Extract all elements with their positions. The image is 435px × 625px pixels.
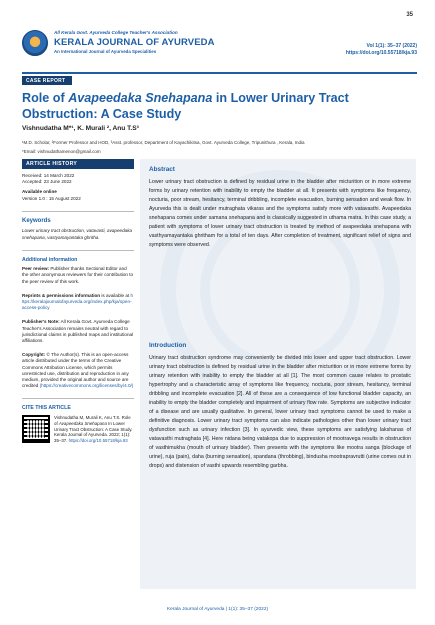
sidebar-divider bbox=[22, 211, 134, 212]
introduction-heading: Introduction bbox=[149, 342, 187, 349]
license-link[interactable]: (https://creativecommons.org/licenses/by/4.0/) bbox=[39, 383, 134, 389]
authors: Vishnudatha M*¹, K. Murali ², Anu T.S³ bbox=[22, 125, 139, 132]
journal-tagline: An International Journal of Ayurveda Specialities bbox=[54, 49, 157, 54]
reprints-note bbox=[22, 293, 134, 312]
article-title bbox=[22, 90, 412, 122]
abstract-heading: Abstract bbox=[149, 166, 175, 173]
citation-text bbox=[54, 415, 134, 444]
article-history bbox=[22, 169, 134, 202]
reprints-link[interactable]: https://keralajournalofayurveda.org/index.php/kja/open-access-policy bbox=[22, 292, 134, 311]
additional-info-heading: Additional information bbox=[22, 257, 78, 264]
title-suffix: in Lower Urinary Tract Obstruction: A Case Study bbox=[22, 91, 349, 121]
journal-name: KERALA JOURNAL OF AYURVEDA bbox=[54, 37, 215, 48]
received-date: Received: 14 March 2022 bbox=[22, 173, 75, 178]
available-label: Available online bbox=[22, 189, 57, 195]
reprints-label: Reprints & permissions information bbox=[22, 292, 101, 298]
citation-italic: Avapeedaka Snehapana bbox=[58, 420, 107, 426]
publisher-label: Publisher's Note: bbox=[22, 319, 60, 325]
copyright-note bbox=[22, 352, 134, 389]
reprints-text: is available at bbox=[100, 292, 131, 298]
citation-start: Vishnudatha M, Murali K, Anu T.S. Role of bbox=[54, 415, 131, 426]
doi-link[interactable]: https://doi.org/10.55718/kja.93 bbox=[345, 50, 417, 56]
copyright-text: © The Author(s). This is an open-access article distributed under the terms of the Creative Commons Attribution License, which permits unrestricted use, distribution and reproduction in any medium, provided the original author and source are credited bbox=[22, 352, 129, 389]
page-footer: Kerala Journal of Ayurveda | 1(1): 35–37 (2022) bbox=[166, 607, 269, 612]
title-prefix: Role of bbox=[22, 91, 69, 105]
keywords-text: Lower urinary tract obstruction, vatavasti, avapeedaka snehapana, vastyamayantaka ghritha. bbox=[22, 228, 133, 240]
association-name: All Kerala Govt. Ayurveda College Teacher's Association bbox=[54, 30, 178, 35]
qr-code-icon bbox=[22, 415, 50, 443]
accepted-date: Accepted: 23 June 2022 bbox=[22, 179, 72, 185]
volume-info: Vol 1(1): 35–37 (2022) bbox=[366, 43, 417, 49]
citation-doi-link[interactable]: https://doi.org/10.55718/kja.93 bbox=[68, 438, 128, 444]
peer-review-text: Publisher thanks Sectional Editor and the other anonymous reviewers for their contribution to the peer review of this work. bbox=[22, 266, 134, 284]
journal-logo-icon bbox=[22, 30, 48, 56]
copyright-label: Copyright: bbox=[22, 352, 46, 358]
article-history-heading: ARTICLE HISTORY bbox=[22, 159, 134, 169]
sidebar bbox=[22, 159, 134, 444]
peer-review-label: Peer review: bbox=[22, 266, 50, 272]
author-email[interactable]: *Email: vishnudathamenon@gmail.com bbox=[22, 149, 101, 154]
citation-block bbox=[22, 415, 134, 444]
header-divider bbox=[22, 72, 417, 74]
sidebar-divider bbox=[22, 398, 134, 399]
cite-heading: CITE THIS ARTICLE bbox=[22, 405, 71, 412]
affiliation: ¹M.D. Scholar, ²Former Professor and HOD, ³Asst. professor, Department of Kayachikitsa, Govt. Ayurveda College, Tripunithura , Kerala, India bbox=[22, 140, 305, 145]
peer-review-note bbox=[22, 266, 134, 285]
publisher-note bbox=[22, 319, 134, 344]
introduction-text: Urinary tract obstruction syndrome may conveniently be divided into lower and upper tract obstruction. Lower urinary tract obstruction is defined by residual urine in the bladder after micturition or in more extreme forms by urinary retention with inability to empty the bladder at all [1]. The most common cause relates to prostatic hypertrophy and a characteristic array of symptoms like frequency, nocturia, poor stream, hesitancy, terminal dribbling and incomplete evacuation [2]. All of these are a consequence of low functional bladder capacity, an inability to empty the bladder completely and impairment of urinary flow rate. Symptoms are subjective indicator of a disease and are usually qualitative. In general, lower urinary tract symptoms cannot be used to make a definitive diagnosis. Lower urinary tract symptoms can also indicate pathologies other than lower urinary tract dysfunction such as urinary infection [3]. In ayurvedic view, these symptoms are satisfying lakshanas of vatavasthi mutraghata [4]. Here nidana being vatakopa due to suppression of mootravega results in obstruction of vasthimukha (mouth of urinary bladder). Then presents with the symptoms like mootra sanga (blockage of urine), ruja (pain), daha (burning sensation), spandana (throbbing), bindusha mootrapravrutti (urine comes out in drops) and distension of vasthi upwards resembling garbha. bbox=[149, 355, 411, 469]
sidebar-divider bbox=[22, 250, 134, 251]
keywords-heading: Keywords bbox=[22, 218, 51, 225]
publisher-text: All Kerala Govt. Ayurveda College Teacher's Association remains neutral with regard to jurisdictional claims in published maps and institutional affiliations. bbox=[22, 319, 134, 344]
page-number: 35 bbox=[406, 12, 413, 18]
abstract-text: Lower urinary tract obstruction is defined by residual urine in the bladder after micturition or in more extreme forms by urinary retention with inability to empty the bladder at all. It presents with symptoms like frequency, nocturia, poor stream, hesitancy, terminal dribbling, incomplete evacuation, burning sensation and weak flow. In Ayurveda this is dealt under mutraghata vikaras and the symptoms satisfy more with vatavasthi. Avapeedaka snehapana comes under samana snehapana and is classically suggested in uthama matra. In this case study, a patient with symptoms of lower urinary tract obstruction is treated by method of avapeedaka snehapana with vasthyamayantaka ghritham for a total of ten days. After completion of treatment, significant relief of signs and symptoms were observed. bbox=[149, 179, 411, 248]
citation-end: In Lower Urinary Tract Obstruction: A Case Study. Kerala Journal of Ayurveda. 2022; 1(1): 35–37. bbox=[54, 420, 133, 444]
journal-header bbox=[22, 28, 417, 68]
article-type-badge: CASE REPORT bbox=[22, 76, 72, 85]
title-italic: Avapeedaka Snehapana bbox=[68, 91, 213, 105]
version-info: Version 1.0 : 15 August 2022 bbox=[22, 195, 81, 201]
